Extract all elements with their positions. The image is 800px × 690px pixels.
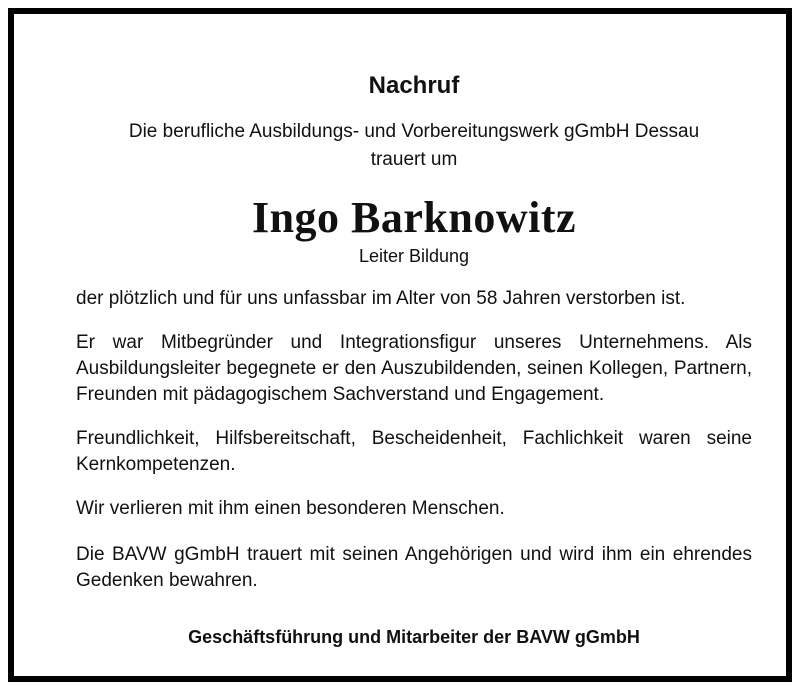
paragraph-age: der plötzlich und für uns unfassbar im Alter von 58 Jahren verstorben ist. <box>76 288 686 309</box>
mourns-line: trauert um <box>370 149 458 170</box>
obituary-frame <box>8 8 792 682</box>
paragraph-remembrance: Die BAVW gGmbH trauert mit seinen Angehörigen und wird ihm ein ehrendes Gedenken bewahren. <box>76 544 752 591</box>
deceased-role: Leiter Bildung <box>358 246 470 266</box>
organization-line: Die berufliche Ausbildungs- und Vorbereitungswerk gGmbH Dessau <box>128 121 700 142</box>
paragraph-loss: Wir verlieren mit ihm einen besonderen Menschen. <box>76 498 505 519</box>
obituary-header-lines <box>76 118 752 174</box>
signature-line: Geschäftsführung und Mitarbeiter der BAVW gGmbH <box>188 627 640 647</box>
deceased-name: Ingo Barknowitz <box>251 193 577 242</box>
obituary-title: Nachruf <box>368 72 460 99</box>
paragraph-role-description: Er war Mitbegründer und Integrationsfigur unseres Unternehmens. Als Ausbildungsleiter begegnete er den Auszubildenden, seinen Kollegen, Partnern, Freunden mit pädagogischem Sachverstand und Engagement. <box>76 332 752 405</box>
paragraph-competencies: Freundlichkeit, Hilfsbereitschaft, Bescheidenheit, Fachlichkeit waren seine Kernkompetenzen. <box>76 428 752 475</box>
